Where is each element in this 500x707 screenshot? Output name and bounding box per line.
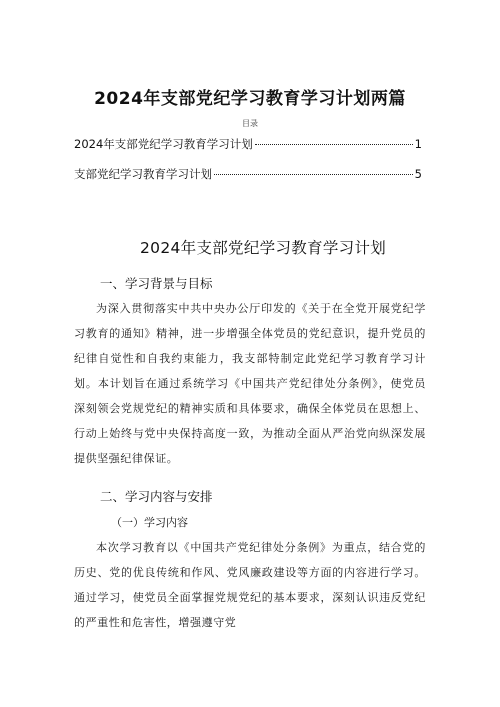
toc-entry-text: 支部党纪学习教育学习计划 (74, 167, 212, 181)
document-title: 2024年支部党纪学习教育学习计划两篇 (94, 89, 406, 109)
heading-background-goals: 一、学习背景与目标 (100, 276, 213, 291)
subheading-study-content: （一）学习内容 (111, 516, 188, 529)
toc-entry[interactable] (74, 136, 422, 152)
toc-entry-text: 2024年支部党纪学习教育学习计划 (74, 137, 253, 151)
body-paragraph: 为深入贯彻落实中共中央办公厅印发的《关于在全党开展党纪学习教育的通知》精神，进一步增强全体党员的党纪意识，提升党员的纪律自觉性和自我约束能力，我支部特制定此党纪学习教育学习计划。本计划旨在通过系统学习《中国共产党纪律处分条例》，使党员深刻领会党规党纪的精神实质和具体要求，确保全体党员在思想上、行动上始终与党中央保持高度一致，为推动全面从严治党向纵深发展提供坚强纪律保证。 (74, 302, 426, 465)
toc-leader-dots (255, 144, 413, 145)
toc-entry-page: 1 (414, 137, 422, 151)
heading-content-arrangement: 二、学习内容与安排 (100, 489, 213, 504)
toc-leader-dots (214, 174, 413, 175)
toc-entry[interactable] (74, 166, 422, 182)
toc-entry-page: 5 (414, 167, 422, 181)
section-title: 2024年支部党纪学习教育学习计划 (140, 239, 387, 257)
body-paragraph: 本次学习教育以《中国共产党纪律处分条例》为重点，结合党的历史、党的优良传统和作风、党风廉政建设等方面的内容进行学习。通过学习，使党员全面掌握党规党纪的基本要求，深刻认识违反党纪的严重性和危害性，增强遵守党 (74, 541, 426, 629)
toc-heading: 目录 (242, 119, 258, 128)
